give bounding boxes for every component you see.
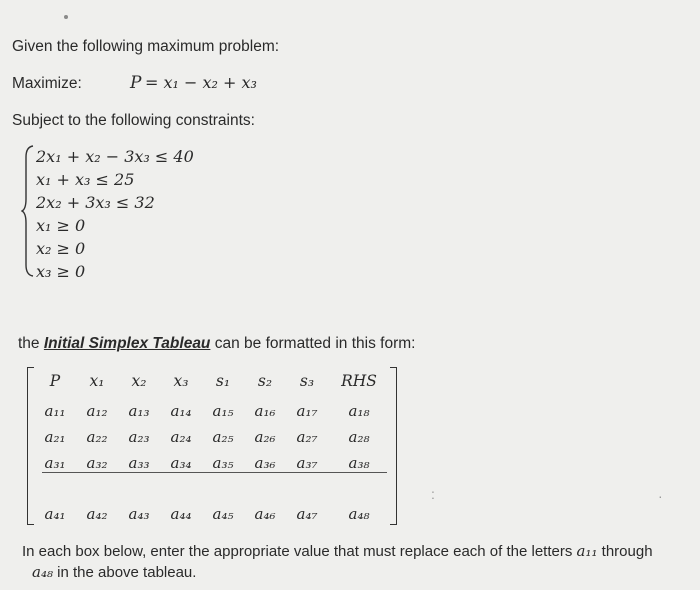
- intro-text: Given the following maximum problem:: [12, 38, 280, 55]
- tableau-sentence-after: can be formatted in this form:: [214, 335, 416, 352]
- cell-a36: a₃₆: [254, 454, 276, 472]
- cell-a32: a₃₂: [86, 454, 108, 472]
- cell-a38: a₃₈: [348, 454, 370, 472]
- stray-colon-mark: :: [431, 486, 435, 502]
- cell-a34: a₃₄: [170, 454, 192, 472]
- cell-a27: a₂₇: [296, 428, 318, 446]
- instruction-var-a11: a₁₁: [576, 542, 598, 560]
- cell-a26: a₂₆: [254, 428, 276, 446]
- cell-a33: a₃₃: [128, 454, 150, 472]
- instruction-end-text: in the above tableau.: [57, 564, 197, 581]
- cell-a18: a₁₈: [348, 402, 370, 420]
- subject-to-text: Subject to the following constraints:: [12, 112, 255, 129]
- constraint-4: x₁ ≥ 0: [36, 216, 86, 235]
- constraint-brace: [21, 145, 35, 277]
- cell-a31: a₃₁: [44, 454, 66, 472]
- cell-a47: a₄₇: [296, 505, 318, 523]
- cell-a25: a₂₅: [212, 428, 234, 446]
- cell-a17: a₁₇: [296, 402, 318, 420]
- tableau-sentence: [18, 335, 415, 353]
- objective-lhs: P: [130, 73, 142, 93]
- cell-a28: a₂₈: [348, 428, 370, 446]
- constraint-5: x₂ ≥ 0: [36, 239, 86, 258]
- cell-a14: a₁₄: [170, 402, 192, 420]
- cell-a16: a₁₆: [254, 402, 276, 420]
- header-s1: s₁: [215, 372, 231, 390]
- constraint-2: x₁ + x₃ ≤ 25: [36, 170, 135, 189]
- initial-simplex-tableau-link[interactable]: Initial Simplex Tableau: [43, 335, 211, 352]
- decorative-dot: [64, 15, 68, 19]
- header-p: P: [49, 372, 61, 390]
- instruction-line-2: [32, 563, 196, 581]
- cell-a48: a₄₈: [348, 505, 370, 523]
- header-s2: s₂: [257, 372, 273, 390]
- header-x3: x₃: [173, 372, 189, 390]
- cell-a44: a₄₄: [170, 505, 192, 523]
- maximize-label: Maximize:: [12, 75, 82, 92]
- cell-a46: a₄₆: [254, 505, 276, 523]
- constraint-3: 2x₂ + 3x₃ ≤ 32: [36, 193, 155, 212]
- cell-a23: a₂₃: [128, 428, 150, 446]
- cell-a15: a₁₅: [212, 402, 234, 420]
- cell-a35: a₃₅: [212, 454, 234, 472]
- cell-a37: a₃₇: [296, 454, 318, 472]
- cell-a45: a₄₅: [212, 505, 234, 523]
- constraint-6: x₃ ≥ 0: [36, 262, 86, 281]
- objective-expression: = x₁ − x₂ + x₃: [145, 73, 257, 92]
- stray-dot-mark: ·: [658, 488, 663, 504]
- cell-a12: a₁₂: [86, 402, 108, 420]
- cell-a43: a₄₃: [128, 505, 150, 523]
- tableau-left-bracket: [27, 367, 34, 525]
- header-s3: s₃: [299, 372, 315, 390]
- cell-a41: a₄₁: [44, 505, 66, 523]
- cell-a13: a₁₃: [128, 402, 150, 420]
- constraint-1: 2x₁ + x₂ − 3x₃ ≤ 40: [36, 147, 194, 166]
- cell-a42: a₄₂: [86, 505, 108, 523]
- instruction-line-1: [22, 542, 653, 560]
- instruction-through: through: [601, 543, 653, 560]
- header-rhs: RHS: [341, 372, 377, 390]
- tableau-sentence-before: the: [18, 335, 40, 352]
- tableau-right-bracket: [390, 367, 397, 525]
- instruction-text: In each box below, enter the appropriate value that must replace each of the letters: [22, 543, 573, 560]
- instruction-var-a48: a₄₈: [32, 563, 53, 581]
- tableau-divider: [42, 472, 387, 473]
- cell-a24: a₂₄: [170, 428, 192, 446]
- cell-a22: a₂₂: [86, 428, 108, 446]
- cell-a21: a₂₁: [44, 428, 66, 446]
- cell-a11: a₁₁: [44, 402, 66, 420]
- header-x1: x₁: [89, 372, 105, 390]
- header-x2: x₂: [131, 372, 147, 390]
